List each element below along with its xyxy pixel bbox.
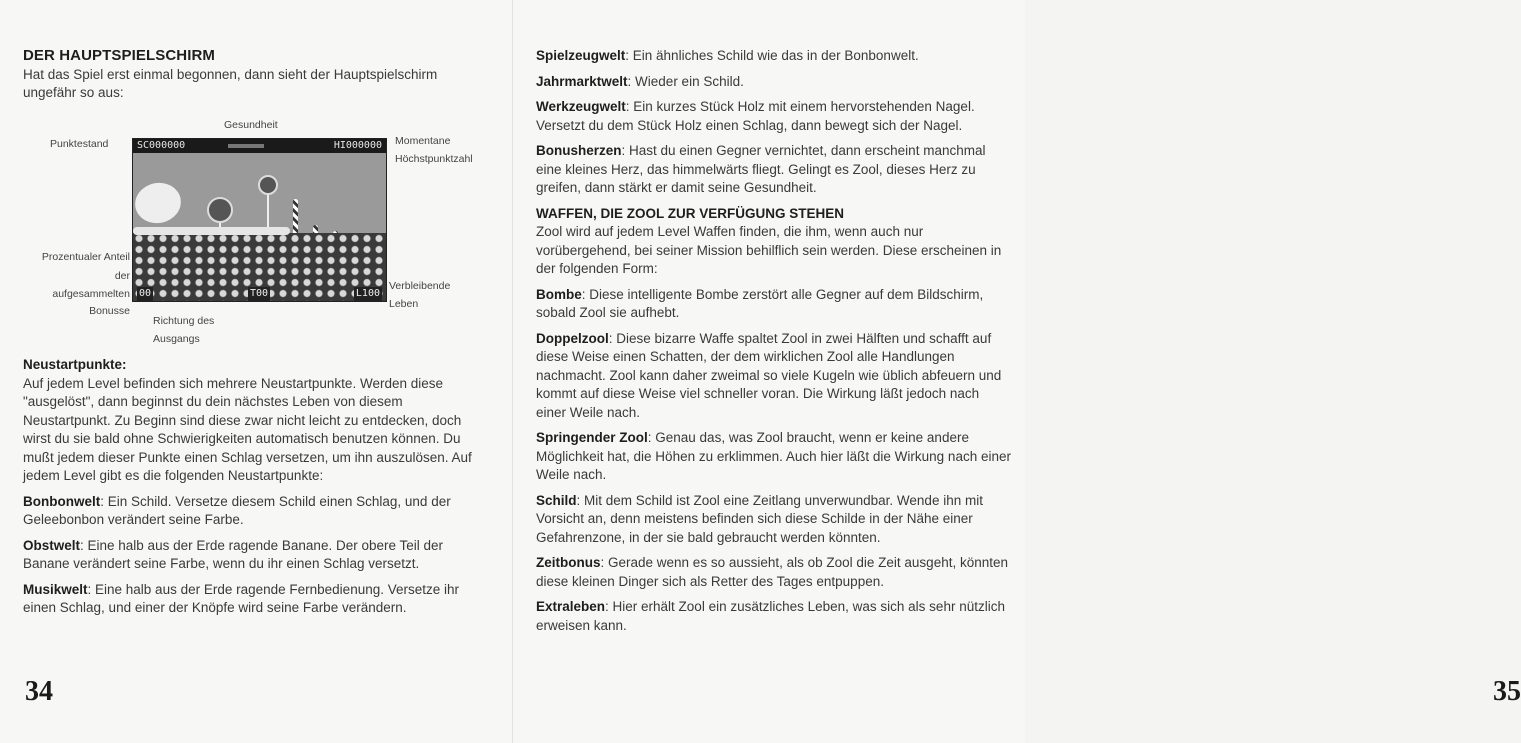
description: : Eine halb aus der Erde ragende Banane. Der obere Teil der Banane verändert seine Farbe, wenn du ihr einen Schlag versetzt. (23, 537, 444, 571)
intro-text: Hat das Spiel erst einmal begonnen, dann sieht der Hauptspielschirm ungefähr so aus: (23, 67, 438, 100)
lollipop-stick (267, 189, 269, 229)
term: Spielzeugwelt (536, 48, 626, 63)
description: : Hast du einen Gegner vernichtet, dann erscheint manchmal eine kleines Herz, das himmelwärts fliegt. Gelingt es Zool, dieses Herz zu greifen, dann stärkt er damit seine Gesundheit. (536, 143, 986, 195)
restart-text: Auf jedem Level befinden sich mehrere Neustartpunkte. Werden diese "ausgelöst", dann beginnst du dein nächstes Leben von diesem Neustartpunkt. Zu Beginn sind diese zwar nicht leicht zu entdecken, doch wirst du sie bald ohne Schwierigkeiten automatisch benutzen können. Du mußt jedem dieser Punkte einen Schlag versetzen, um ihn auszulösen. Auf jedem Level gibt es die folgenden Neustartpunkte: (23, 375, 472, 483)
description: : Diese intelligente Bombe zerstört alle Gegner auf dem Bildschirm, sobald Zool sie aufhebt. (536, 286, 984, 320)
weapons-heading: WAFFEN, DIE ZOOL ZUR VERFÜGUNG STEHEN (536, 205, 845, 221)
right-column (536, 47, 1012, 642)
hud-highscore: HI000000 (333, 140, 382, 151)
label-score: Punktestand (50, 138, 109, 150)
hud-percent: 00 (139, 288, 152, 299)
label-percent-3: aufgesammelten (52, 288, 130, 300)
label-exit-2: Ausgangs (153, 333, 200, 345)
restart-heading: Neustartpunkte: (23, 357, 127, 372)
term: Springender Zool (536, 430, 648, 445)
term: Musikwelt (23, 581, 88, 597)
weapon-bombe (536, 286, 1012, 323)
description: : Ein Schild. Versetze diesem Schild einen Schlag, und der Geleebonbon verändert seine Farbe. (23, 493, 451, 527)
world-bonbonwelt (23, 493, 481, 530)
label-lives-1: Verbleibende (389, 280, 451, 292)
ground-platform (133, 227, 290, 235)
weapon-zeitbonus (536, 554, 1012, 591)
lollipop-image (258, 175, 278, 195)
game-screenshot (132, 138, 387, 302)
bonus-hearts (536, 142, 1012, 198)
hud-score: SC000000 (137, 140, 186, 151)
description: : Ein kurzes Stück Holz mit einem hervorstehenden Nagel. Versetzt du dem Stück Holz einen Schlag, dann bewegt sich der Nagel. (536, 99, 975, 133)
hud-top-bar (133, 139, 386, 153)
world-spielzeugwelt (536, 47, 1012, 66)
screen-diagram (23, 119, 481, 362)
weapon-doppelzool (536, 330, 1012, 423)
page-number-left: 34 (25, 676, 53, 707)
label-percent-2: der (114, 270, 130, 282)
description: : Gerade wenn es so aussieht, als ob Zool die Zeit ausgeht, könnten diese kleinen Dinger sich als Retter des Tages entpuppen. (536, 555, 1008, 589)
term: Extraleben (536, 599, 606, 614)
description: : Hier erhält Zool ein zusätzliches Leben, was sich als sehr nützlich erweisen kann. (536, 599, 1005, 633)
label-highscore-1: Momentane (395, 135, 451, 147)
term: Werkzeugwelt (536, 99, 626, 114)
left-page (0, 0, 512, 743)
description: : Genau das, was Zool braucht, wenn er keine andere Möglichkeit hat, die Höhen zu erklimmen. Auch hier läßt die Wirkung nach einer Weile nach. (536, 430, 1011, 482)
label-percent-1: Prozentualer Anteil (41, 251, 130, 263)
description: : Ein ähnliches Schild wie das in der Bonbonwelt. (625, 48, 919, 63)
term: Bonusherzen (536, 143, 622, 158)
weapon-schild (536, 492, 1012, 548)
label-lives-2: Leben (389, 298, 419, 310)
term: Jahrmarktwelt (536, 73, 628, 89)
hud-exit-direction: T00 (250, 288, 269, 299)
label-highscore-2: Höchstpunktzahl (395, 153, 473, 165)
term: Schild (536, 492, 577, 508)
hud-health-bar (228, 144, 264, 148)
label-percent-4: Bonusse (89, 305, 130, 317)
description: : Wieder ein Schild. (627, 73, 744, 89)
world-werkzeugwelt (536, 98, 1012, 135)
hud-bottom-bar (133, 287, 386, 301)
term: Obstwelt (23, 537, 81, 553)
weapons-intro: Zool wird auf jedem Level Waffen finden, die ihm, wenn auch nur vorübergehend, bei seiner Mission behilflich sein werden. Diese erscheinen in der folgenden Form: (536, 224, 1002, 276)
label-health: Gesundheit (224, 119, 278, 131)
world-obstwelt (23, 537, 481, 574)
term: Bombe (536, 286, 582, 302)
lollipop-image-2 (207, 197, 233, 223)
weapon-extraleben (536, 598, 1012, 635)
label-exit-1: Richtung des (153, 315, 215, 327)
hud-lives: L100 (355, 288, 380, 299)
description: : Mit dem Schild ist Zool eine Zeitlang unverwundbar. Wende ihn mit Vorsicht an, denn meistens befinden sich diese Schilde in der Nähe einer Gefahrenzone, in der sie bald gebraucht werden könnten. (536, 492, 983, 545)
description: : Eine halb aus der Erde ragende Fernbedienung. Versetze ihr einen Schlag, und einer der Knöpfe wird seine Farbe verändern. (23, 581, 460, 615)
section-title: DER HAUPTSPIELSCHIRM (23, 47, 216, 64)
page-number-right: 35 (1493, 676, 1521, 707)
world-jahrmarktwelt (536, 73, 1012, 92)
weapon-springender-zool (536, 429, 1012, 485)
left-column (23, 47, 481, 625)
term: Zeitbonus (536, 555, 601, 570)
description: : Diese bizarre Waffe spaltet Zool in zwei Hälften und schafft auf diese Weise einen Schatten, der dem wirklichen Zool alle Handlungen nachmacht. Zool kann daher zweimal so viele Kugeln wie üblich abfeuern und kommt auf diese Weise viel schneller voran. Die Wirkung läßt jedoch nach einer Weile nach. (536, 330, 1002, 420)
term: Doppelzool (536, 330, 609, 346)
term: Bonbonwelt (23, 493, 101, 509)
world-musikwelt (23, 581, 481, 618)
